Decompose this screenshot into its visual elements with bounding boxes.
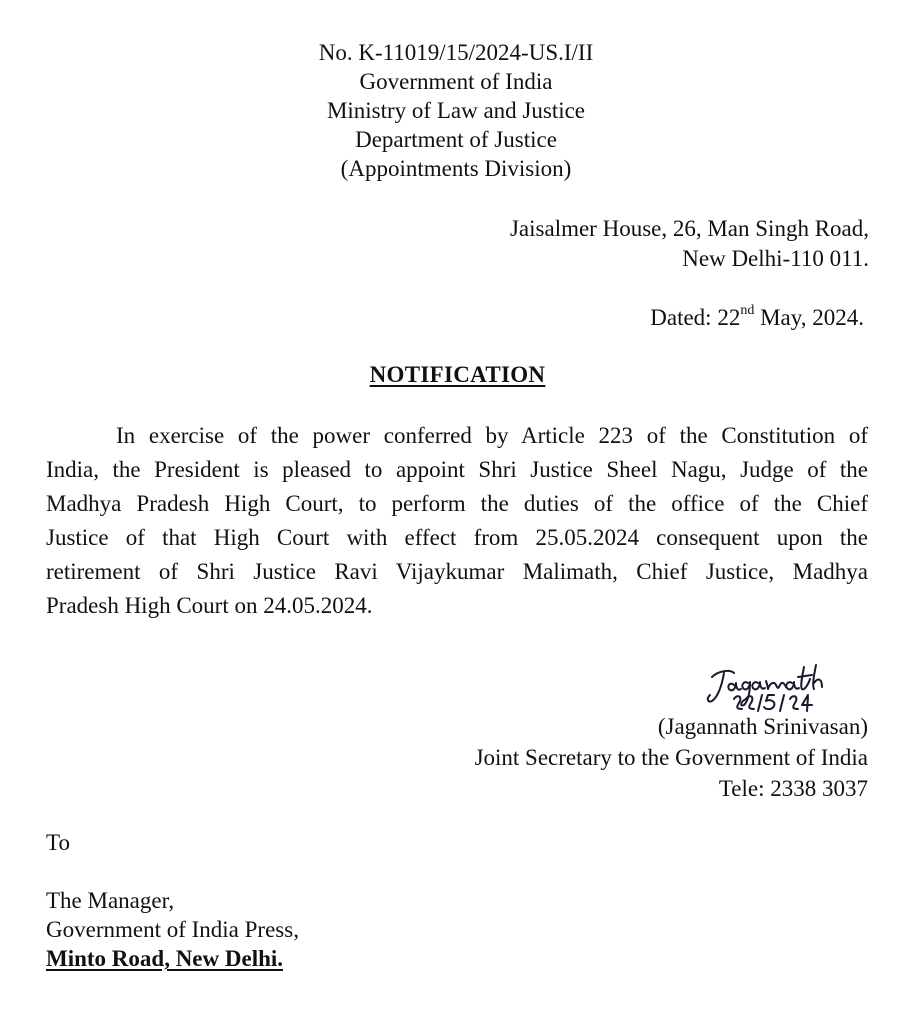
date-rest: May, 2024. [754, 305, 864, 330]
division-name: (Appointments Division) [340, 156, 572, 181]
recipient-address [46, 886, 299, 973]
body-line: Madhya Pradesh High Court, to perform the duties of the office of the Chief [46, 491, 868, 516]
document-date [650, 303, 864, 332]
government-name: Government of India [359, 69, 553, 94]
recipient-line-3: Minto Road, New Delhi. [46, 946, 284, 971]
body-line: retirement of Shri Justice Ravi Vijaykumar Malimath, Chief Justice, Madhya [46, 559, 868, 584]
date-ordinal: nd [740, 303, 755, 319]
notification-body [46, 419, 868, 623]
body-line: India, the President is pleased to appoint Shri Justice Sheel Nagu, Judge of the [46, 457, 868, 482]
body-line: Pradesh High Court on 24.05.2024. [46, 593, 373, 618]
ministry-name: Ministry of Law and Justice [326, 98, 586, 123]
signatory-block [475, 712, 868, 805]
to-label: To [46, 830, 70, 855]
address-line-1: Jaisalmer House, 26, Man Singh Road, [509, 216, 869, 241]
date-prefix: Dated: 22 [650, 305, 741, 330]
department-name: Department of Justice [355, 127, 557, 152]
signatory-phone: Tele: 2338 3037 [718, 776, 868, 801]
recipient-line-1: The Manager, [46, 888, 175, 913]
letterhead [250, 38, 662, 183]
handwritten-signature [700, 655, 840, 715]
signatory-designation: Joint Secretary to the Government of India [474, 745, 868, 770]
file-number: No. K-11019/15/2024-US.I/II [318, 40, 594, 65]
document-title: NOTIFICATION [369, 362, 546, 387]
body-line: In exercise of the power conferred by Article 223 of the Constitution of [116, 423, 868, 448]
body-line: Justice of that High Court with effect from 25.05.2024 consequent upon the [46, 525, 868, 550]
recipient-line-2: Government of India Press, [46, 917, 299, 942]
signatory-name: (Jagannath Srinivasan) [657, 714, 868, 739]
address-line-2: New Delhi-110 011. [682, 246, 869, 271]
office-address [510, 214, 869, 274]
